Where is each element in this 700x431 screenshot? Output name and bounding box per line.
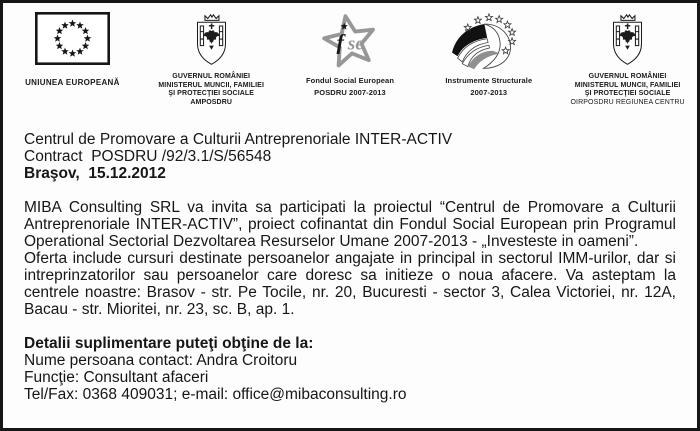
invitation-paragraph: MIBA Consulting SRL va invita sa participati la proiectul “Centrul de Promovare a Culturii Antreprenoriale INTER-ACTIV”, proiect cofinantat din Fondul Social European prin Programul Operational Sectorial Dezvoltarea Resurselor Umane 2007-2013 - „Investeste in oameni”.	[24, 199, 676, 251]
gov-amposdru-caption-line: GUVERNUL ROMÂNIEI	[172, 73, 251, 80]
gov-oirposdru-caption-line: ŞI PROTECŢIEI SOCIALE	[584, 90, 671, 98]
letter-body	[3, 107, 697, 403]
city-date-line: Braşov, 15.12.2012	[24, 165, 166, 183]
eu-flag-icon	[35, 12, 110, 65]
fse-box	[311, 12, 389, 73]
romanian-coat-of-arms-icon	[606, 12, 649, 68]
gov-oirposdru-caption-line: MINISTERUL MUNCII, FAMILIEI	[574, 81, 681, 89]
gov-oirposdru-caption-line: OIRPOSDRU REGIUNEA CENTRU	[570, 98, 685, 106]
romanian-coat-of-arms-icon	[190, 12, 233, 68]
logo-instrumente-structurale	[419, 12, 558, 107]
fse-letters-se: se	[347, 33, 364, 55]
instrumente-box	[442, 12, 536, 73]
instrumente-caption-line: 2007-2013	[470, 88, 508, 97]
contact-name-line: Nume persoana contact: Andra Croitoru	[24, 352, 298, 370]
svg-text:f se	[336, 30, 364, 55]
contact-role-line: Funcţie: Consultant afaceri	[24, 369, 209, 387]
contact-tel-email-line: Tel/Fax: 0368 409031; e-mail: office@mibaconsulting.ro	[24, 386, 407, 404]
instrumente-structurale-icon	[442, 12, 536, 72]
gov-amposdru-caption-line: ŞI PROTECŢIEI SOCIALE	[168, 90, 255, 98]
fse-caption-line: POSDRU 2007-2013	[314, 88, 386, 97]
fse-letter-f: f	[336, 29, 344, 55]
eu-flag-box	[35, 12, 110, 73]
offer-paragraph: Oferta include cursuri destinate persoanelor angajate in principal in sectorul IMM-urilor, dar si intreprinzatorilor sau persoanelor care doresc sa initieze o noua afacere. Va asteptam la centrele noastre: Brasov - str. Pe Tocile, nr. 20, Bucuresti - sector 3, Calea Victoriei, nr. 12A, Bacau - str. Mioritei, nr. 23, sc. B, ap. 1.	[24, 250, 676, 319]
gov-oirposdru-caption-line: GUVERNUL ROMÂNIEI	[588, 73, 667, 80]
logo-eu-flag	[3, 12, 142, 107]
logo-strip	[3, 3, 697, 107]
contact-heading: Detalii suplimentare puteţi obţine de la:	[24, 335, 314, 353]
logo-gov-oirposdru	[558, 12, 697, 107]
spacer	[24, 182, 676, 199]
logo-gov-amposdru	[142, 12, 281, 107]
gov-oirposdru-box	[606, 12, 649, 73]
gov-amposdru-caption-line: MINISTERUL MUNCII, FAMILIEI	[158, 81, 265, 89]
instrumente-caption-line: Instrumente Structurale	[445, 76, 533, 85]
spacer	[24, 318, 676, 335]
eu-flag-caption: UNIUNEA EUROPEANĂ	[25, 78, 120, 87]
logo-fse	[281, 12, 420, 107]
gov-amposdru-caption-line: AMPOSDRU	[190, 98, 233, 106]
fse-star-icon	[311, 12, 389, 70]
gov-amposdru-box	[190, 12, 233, 73]
contract-number-line: Contract POSDRU /92/3.1/S/56548	[24, 148, 272, 166]
project-title-line: Centrul de Promovare a Culturii Antreprenoriale INTER-ACTIV	[24, 131, 453, 149]
fse-caption-line: Fondul Social European	[305, 76, 395, 85]
